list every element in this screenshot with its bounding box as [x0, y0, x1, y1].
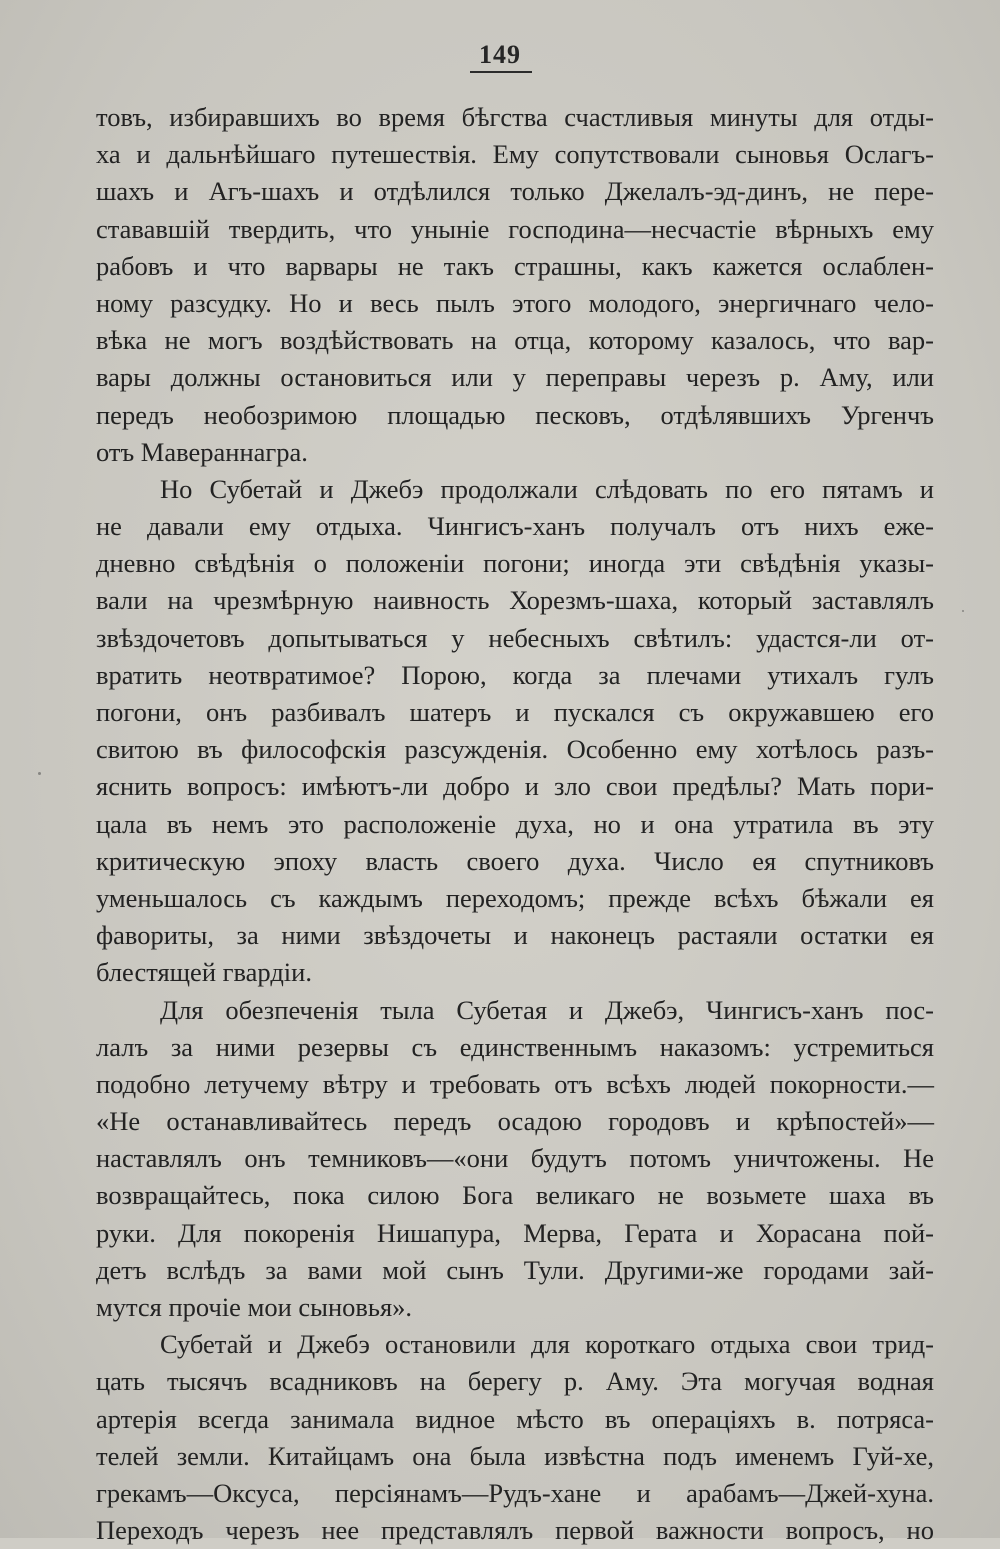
text-line: мутся прочіе мои сыновья».	[96, 1292, 413, 1322]
page-number: 149	[479, 40, 521, 69]
text-line: наставлялъ онъ темниковъ—«они будутъ потомъ уничтожены. Не	[96, 1143, 934, 1174]
text-line: рабовъ и что варвары не такъ страшны, какъ кажется ослаблен-	[96, 250, 934, 281]
text-line: цать тысячъ всадниковъ на берегу р. Аму. Эта могучая водная	[96, 1366, 934, 1397]
text-line: вратить неотвратимое? Порою, когда за плечами утихалъ гулъ	[96, 659, 934, 690]
text-line: вали на чрезмѣрную наивность Хорезмъ-шаха, который заставлялъ	[96, 585, 934, 616]
text-line: вары должны остановиться или у переправы черезъ р. Аму, или	[96, 362, 934, 393]
text-line: звѣздочетовъ допытываться у небесныхъ свѣтилъ: удастся-ли от-	[96, 622, 934, 653]
text-line: Переходъ черезъ нее представлялъ первой важности вопросъ, но	[96, 1515, 934, 1546]
text-line: критическую эпоху власть своего духа. Число ея спутниковъ	[96, 845, 934, 876]
text-line: яснить вопросъ: имѣютъ-ли добро и зло свои предѣлы? Мать пори-	[96, 771, 934, 802]
text-line: «Не останавливайтесь передъ осадою городовъ и крѣпостей»—	[96, 1106, 934, 1137]
page-number-underline	[470, 71, 532, 73]
text-line: передъ необозримою площадью песковъ, отдѣлявшихъ Ургенчъ	[96, 399, 934, 430]
text-line: блестящей гвардіи.	[96, 957, 312, 988]
text-line: вѣка не могъ воздѣйствовать на отца, которому казалось, что вар-	[96, 325, 934, 356]
paragraph-start-line: Для обезпеченія тыла Субетая и Джебэ, Чингисъ-ханъ пос-	[160, 994, 934, 1025]
text-line: свитою въ философскія разсужденія. Особенно ему хотѣлось разъ-	[96, 734, 934, 765]
text-line: шахъ и Агъ-шахъ и отдѣлился только Джелалъ-эд-динъ, не пере-	[96, 176, 934, 207]
text-line: отъ Мавераннагра.	[96, 436, 308, 467]
paragraph-start-line: Субетай и Джебэ остановили для короткаго отдыха свои трид-	[160, 1329, 934, 1360]
paper-speck	[38, 772, 41, 775]
paragraph-start-line: Но Субетай и Джебэ продолжали слѣдовать по его пятамъ и	[160, 473, 934, 504]
text-line: подобно летучему вѣтру и требовать отъ всѣхъ людей покорности.—	[96, 1068, 934, 1099]
text-line: стававшій твердить, что уныніе господина—несчастіе вѣрныхъ ему	[96, 213, 934, 244]
text-line: лалъ за ними резервы съ единственнымъ наказомъ: устремиться	[96, 1031, 934, 1062]
text-line: цала въ немъ это расположеніе духа, но и она утратила въ эту	[96, 808, 934, 839]
text-line: грекамъ—Оксуса, персіянамъ—Рудъ-хане и арабамъ—Джей-хуна.	[96, 1477, 934, 1508]
text-line: артерія всегда занимала видное мѣсто въ операціяхъ в. потряса-	[96, 1403, 934, 1434]
text-line: детъ вслѣдъ за вами мой сынъ Тули. Другими-же городами зай-	[96, 1254, 934, 1285]
text-line: ха и дальнѣйшаго путешествія. Ему сопутствовали сыновья Ослагъ-	[96, 139, 934, 170]
paper-speck	[962, 610, 964, 612]
text-line: возвращайтесь, пока силою Бога великаго не возьмете шаха въ	[96, 1180, 934, 1211]
text-line: товъ, избиравшихъ во время бѣгства счастливыя минуты для отды-	[96, 102, 934, 132]
text-line: руки. Для покоренія Нишапура, Мерва, Герата и Хорасана пой-	[96, 1217, 934, 1248]
text-line: ному разсудку. Но и весь пылъ этого молодого, энергичнаго чело-	[96, 287, 934, 318]
text-line: дневно свѣдѣнія о положеніи погони; иногда эти свѣдѣнія указы-	[96, 548, 934, 579]
text-line: не давали ему отдыха. Чингисъ-ханъ получалъ отъ нихъ еже-	[96, 511, 934, 542]
text-line: телей земли. Китайцамъ она была извѣстна подъ именемъ Гуй-хе,	[96, 1440, 934, 1471]
text-line: фавориты, за ними звѣздочеты и наконецъ растаяли остатки ея	[96, 920, 934, 951]
text-line: уменьшалось съ каждымъ переходомъ; прежде всѣхъ бѣжали ея	[96, 882, 934, 913]
page-text	[96, 99, 934, 1549]
text-line: погони, онъ разбивалъ шатеръ и пускался съ окружавшею его	[96, 697, 934, 727]
